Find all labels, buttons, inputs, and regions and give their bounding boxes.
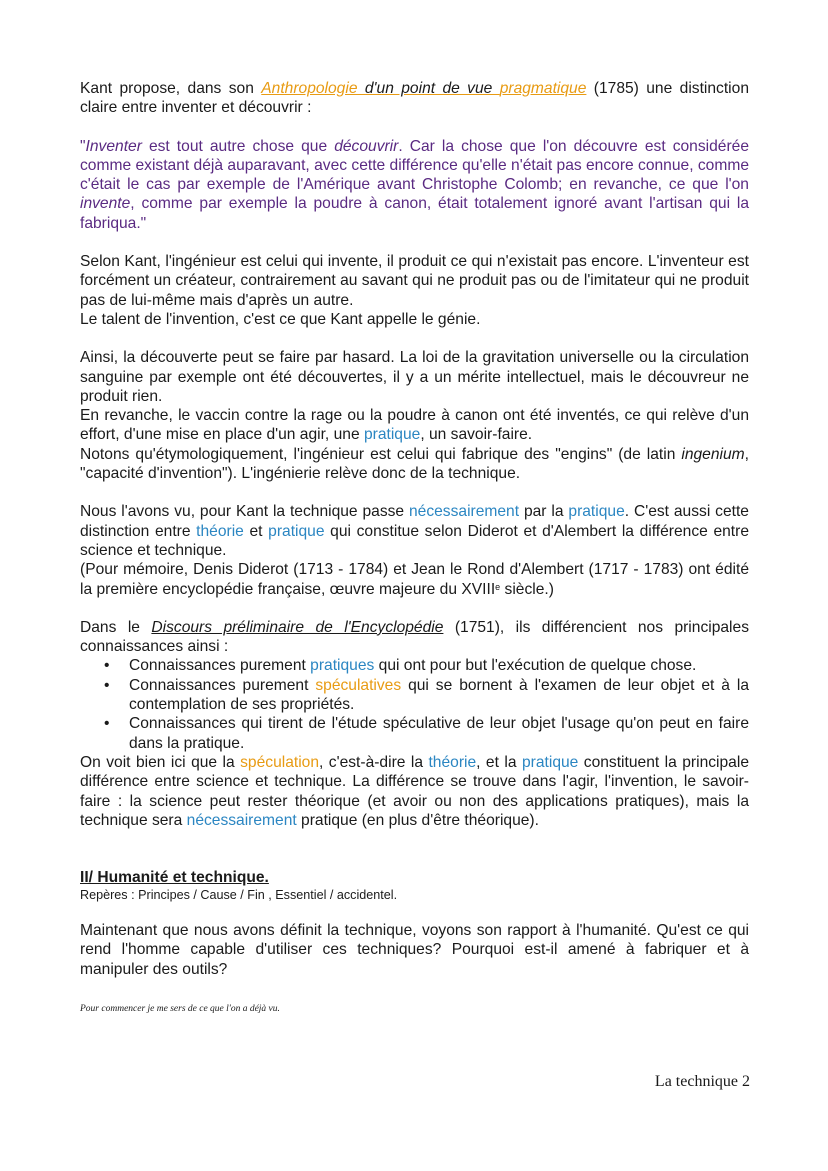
- text: . Car la chose que l'on découvre est considérée comme existant déjà auparavant, avec cette différence qu'elle n'était pas encore connue, comme c'était le cas par exemple de l'Amérique avant Christophe Colomb; en revanche, ce que l'on: [80, 137, 749, 194]
- text: , comme par exemple la poudre à canon, était totalement ignoré avant l'artisan qui la fabriqua.": [80, 195, 749, 232]
- keyword: pratique: [568, 503, 625, 521]
- paragraph-vaccin: [80, 406, 749, 445]
- paragraph-memoire: [80, 560, 749, 599]
- text: , un savoir-faire.: [420, 426, 533, 444]
- text: (Pour mémoire, Denis Diderot (1713 - 1784) et Jean le Rond d'Alembert (1717 - 1783) ont édité la première encyclopédie française, œuvre majeure du XVIII: [80, 561, 749, 598]
- bullet: •: [104, 657, 110, 675]
- text: découvrir: [334, 137, 399, 155]
- text: On voit bien ici que la: [80, 753, 241, 771]
- text: Anthropologie: [261, 80, 358, 97]
- text: constituent la principale différence entre science et technique. La différence se trouve dans l'agir, l'invention, le savoir-faire : la science peut rester théorique (et avoir ou non des applications pratiques), mais la technique sera: [80, 753, 749, 829]
- text: , et la: [476, 753, 522, 771]
- keyword: théorie: [428, 753, 477, 771]
- keyword-pratique: pratique: [363, 426, 421, 444]
- paragraph-discours: [80, 618, 749, 657]
- text: ingenium: [681, 445, 745, 463]
- text: qui ont pour but l'exécution de quelque chose.: [374, 657, 697, 675]
- list-item: [80, 676, 749, 715]
- bullet: •: [104, 676, 110, 694]
- book-title-anthropologie: [261, 80, 586, 97]
- list-item: [80, 714, 749, 753]
- paragraph-kant-technique: [80, 502, 749, 560]
- keyword: spéculatives: [315, 676, 402, 694]
- kant-quote: [80, 137, 749, 233]
- text: invente: [80, 195, 131, 213]
- text: , c'est-à-dire la: [319, 753, 429, 771]
- keyword: théorie: [196, 522, 244, 540]
- text: pratique (en plus d'être théorique).: [296, 811, 539, 829]
- text: Notons qu'étymologiquement, l'ingénieur est celui qui fabrique des "engins" (de latin: [80, 445, 682, 463]
- text: et: [243, 522, 269, 540]
- keyword: nécessairement: [186, 811, 297, 829]
- paragraph-etymologie: [80, 445, 749, 484]
- document-body: [80, 79, 749, 1015]
- text: Dans le: [80, 618, 152, 636]
- text: Nous l'avons vu, pour Kant la technique passe: [80, 503, 409, 521]
- reperes: Repères : Principes / Cause / Fin , Essentiel / accidentel.: [80, 888, 398, 903]
- connaissances-list: [80, 656, 749, 752]
- text: Kant propose, dans son: [80, 80, 262, 97]
- text: Inventer: [85, 137, 142, 155]
- text: , "capacité d'invention"). L'ingénierie relève donc de la technique.: [80, 445, 749, 483]
- keyword: nécessairement: [408, 503, 520, 521]
- paragraph-decouverte: Ainsi, la découverte peut se faire par hasard. La loi de la gravitation universelle ou la circulation sanguine par exemple ont été découvertes, il y a un mérite intellectuel, mais le découvreur ne produit rien.: [80, 349, 749, 405]
- keyword: pratiques: [310, 657, 375, 675]
- text: Connaissances qui tirent de l'étude spéculative de leur objet l'usage qu'on peut en faire dans la pratique.: [129, 715, 749, 752]
- text: Connaissances purement: [129, 657, 311, 675]
- list-item: [80, 656, 749, 675]
- intro-paragraph: [80, 79, 749, 118]
- text: est tout autre chose que: [141, 137, 335, 155]
- text: qui se bornent à l'examen de leur objet et à la contemplation de ses propriétés.: [129, 676, 749, 714]
- paragraph-ingenieur: Selon Kant, l'ingénieur est celui qui invente, il produit ce qui n'existait pas encore. L'inventeur est forcément un créateur, contrairement au savant qui ne produit pas ou de l'imitateur qui ne produit pas de lui-même mais d'après un autre.: [80, 253, 749, 309]
- page-footer: La technique 2: [654, 1073, 750, 1090]
- keyword: pratique: [268, 522, 325, 540]
- text: (1785) une distinction claire entre inventer et découvrir :: [80, 80, 749, 117]
- text: qui constitue selon Diderot et d'Alembert la différence entre science et technique.: [80, 522, 749, 559]
- text: pragmatique: [499, 80, 587, 97]
- paragraph-conclusion: [80, 753, 749, 830]
- text: par la: [519, 503, 569, 521]
- text: . C'est aussi cette distinction entre: [80, 503, 749, 540]
- section-title: II/ Humanité et technique.: [80, 869, 269, 887]
- text: d'un point de vue: [357, 80, 500, 97]
- paragraph-humanite: Maintenant que nous avons définit la technique, voyons son rapport à l'humanité. Qu'est ce qui rend l'homme capable d'utiliser ces techniques? Pourquoi est-il amené à fabriquer et à manipuler des outils?: [80, 922, 749, 978]
- text: Connaissances purement: [129, 676, 316, 694]
- superscript: e: [495, 581, 501, 592]
- text: siècle.): [500, 580, 554, 598]
- book-title-discours: Discours préliminaire de l'Encyclopédie: [151, 618, 444, 636]
- note: Pour commencer je me sers de ce que l'on a déjà vu.: [80, 1003, 280, 1014]
- text: (1751), ils différencient nos principales connaissances ainsi :: [80, 618, 749, 656]
- bullet: •: [104, 715, 110, 733]
- keyword: spéculation: [240, 753, 320, 771]
- keyword: pratique: [521, 753, 579, 771]
- text: En revanche, le vaccin contre la rage ou la poudre à canon ont été inventés, ce qui relève d'un effort, d'une mise en place d'un agir, une: [80, 407, 749, 444]
- text: ": [80, 137, 86, 155]
- paragraph-genie: Le talent de l'invention, c'est ce que Kant appelle le génie.: [80, 310, 481, 328]
